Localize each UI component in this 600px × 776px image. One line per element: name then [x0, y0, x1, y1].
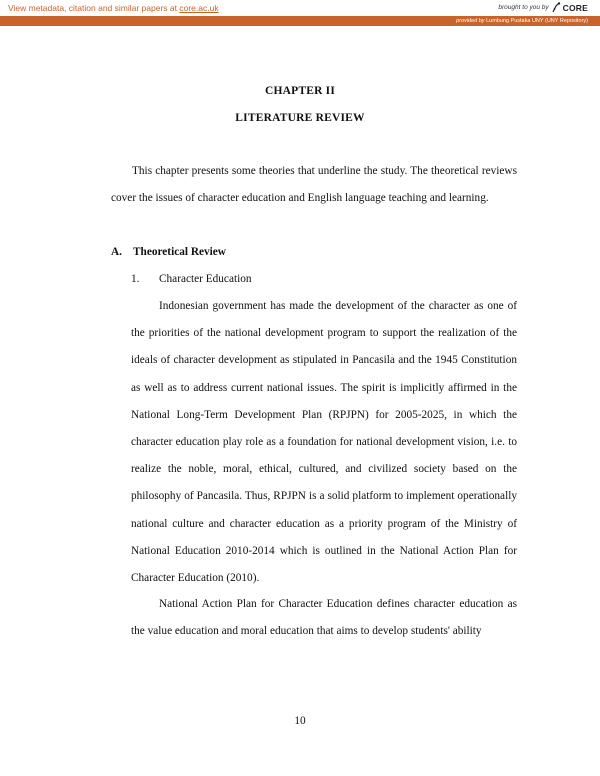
- core-logo-icon: [552, 2, 561, 13]
- provider-name[interactable]: Lumbung Pustaka UNY (UNY Repository): [486, 17, 588, 24]
- section-title: Theoretical Review: [133, 246, 226, 258]
- section-heading: [111, 246, 226, 258]
- page-number: 10: [294, 715, 306, 727]
- metadata-link-prefix[interactable]: View metadata, citation and similar papers at: [8, 3, 180, 13]
- chapter-label: CHAPTER II: [264, 85, 336, 97]
- brought-text: brought to you by: [498, 4, 549, 11]
- body-paragraph: National Action Plan for Character Education defines character education as the value education and moral education that aims to develop students' ability: [131, 598, 517, 638]
- core-banner: [0, 0, 600, 16]
- subsection-heading: [131, 273, 252, 285]
- section-number: A.: [111, 246, 122, 258]
- metadata-link[interactable]: [8, 3, 219, 13]
- intro-paragraph: This chapter presents some theories that underline the study. The theoretical reviews cover the issues of character education and English language teaching and learning.: [111, 165, 517, 204]
- body-paragraph: Indonesian government has made the development of the character as one of the priorities of the national development program to support the realization of the ideals of character development as stipulated in Pancasila and the 1945 Constitution as well as to address current national issues. The spirit is implicitly affirmed in the National Long-Term Development Plan (RPJPN) for 2005-2025, in which the character education play role as a foundation for national development vision, i.e. to realize the noble, moral, ethical, cultured, and civilized society based on the philosophy of Pancasila. Thus, RPJPN is a solid platform to implement operationally national culture and character education as a priority program of the Ministry of National Education 2010-2014 which is outlined in the National Action Plan for Character Education (2010).: [131, 300, 517, 585]
- core-label: CORE: [562, 2, 588, 13]
- provider-text: [456, 18, 588, 24]
- core-url-link[interactable]: core.ac.uk: [179, 3, 219, 13]
- brought-to-you: [498, 2, 588, 13]
- chapter-title: LITERATURE REVIEW: [235, 112, 365, 124]
- core-logo[interactable]: [552, 2, 588, 13]
- subsection-title: Character Education: [159, 273, 252, 285]
- provider-bar: [0, 16, 600, 26]
- provided-by-label: provided by: [456, 17, 485, 24]
- subsection-number: 1.: [131, 273, 140, 285]
